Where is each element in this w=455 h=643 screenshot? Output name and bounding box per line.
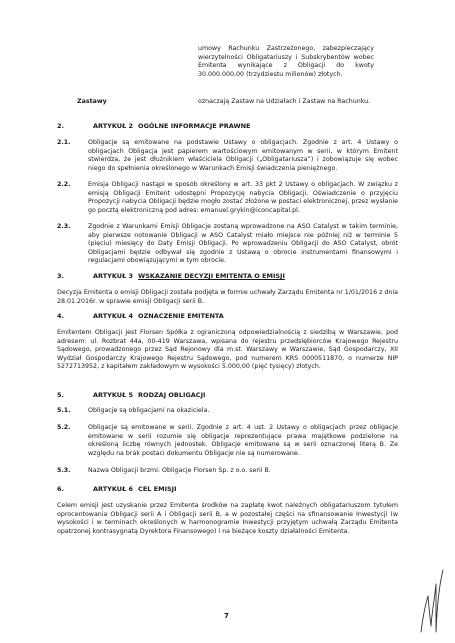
item-text: Obligacje są emitowane w serii. Zgodnie z art. 4 ust. 2 Ustawy o obligacjach przez obligacje emitowane w serii rozumie się obligacje reprezentujące prawa majątkowe podzielone na określoną liczbę równych jednostek. Obligacje emitowane są w serii oznaczonej literą B. Ze względu na brak postaci dokumentu Obligacje nie są numerowane. [88,424,398,457]
section-3-text: Decyzja Emitenta o emisji Obligacji została podjęta w formie uchwały Zarządu Emitenta nr 1/01/2016 z dnia 28.01.2016r. w sprawie emisji Obligacji serii B. [57,289,398,305]
section-2-number: 2. [57,122,64,130]
item-number: 5.1. [57,407,71,414]
section-5-heading [57,391,210,400]
item-number: 2.1. [57,139,71,146]
item-number: 2.2. [57,181,71,188]
section-4-number: 4. [57,312,64,320]
section-5-number: 5. [57,391,64,399]
item-text: Obligacje są obligacjami na okaziciela. [88,407,210,414]
item-number: 5.3. [57,467,71,474]
section-4-title: OZNACZENIE EMITENTA [138,312,224,320]
section-3-title: WSKAZANIE DECYZJI EMITENTA O EMISJI [138,272,285,280]
section-6-text: Celem emisji jest uzyskanie przez Emitenta środków na zapłatę kwot należnych obligatariuszom tytułem oprocentowania Obligacji serii A i Obligacji serii B, a w pozostałej części na sfinansowanie Inwestycji (w wysokości i w terminach określonych w harmonogramie Inwestycji przyjętym uchwałą Zarządu Emitenta opatrzonej kontrasygnatą Dyrektora Finansowego) i na bieżące koszty działalności Emitenta. [57,502,398,535]
section-6-heading [57,485,182,494]
intro-continuation: umowy Rachunku Zastrzeżonego, zabezpieczający wierzytelności Obligatariuszy i Subskrybentów wobec Emitenta wynikające z Obligacji do kwoty 30.000.000,00 (trzydziestu milionów) złotych. [198,45,374,78]
section-3-heading [57,272,290,281]
section-3-article: ARTYKUŁ 3 [93,272,134,280]
item-text: Nazwa Obligacji brzmi: Obligacje Florsen Sp. z o.o. serii B. [88,467,271,474]
section-4-article: ARTYKUŁ 4 [93,312,134,320]
section-2-title: OGÓLNE INFORMACJE PRAWNE [138,122,251,130]
section-4-text: Emitentem Obligacji jest Florsen Spółka z ograniczoną odpowiedzialnością z siedzibą w Warszawie, pod adresem: ul. Rozbrat 44a, 00-419 Warszawa, wpisana do rejestru przedsiębiorców Krajowego Rejestru Sądowego, prowadzonego przez Sąd Rejonowy dla m.st. Warszawy w Warszawie, Sąd Gospodarczy, XII Wydział Gospodarczy Krajowego Rejestru Sądowego, pod numerem KRS 0000511870, o numerze NIP 5272713952, z kapitałem zakładowym w wysokości 5.000,00 (pięć tysięcy) złotych. [57,329,398,371]
section-4-heading [57,312,229,321]
section-5-title: RODZAJ OBLIGACJI [138,391,206,399]
section-5-article: ARTYKUŁ 5 [93,391,134,399]
section-6-title: CEL EMISJI [138,485,177,493]
item-text: Zgodnie z Warunkami Emisji Obligacje zostaną wprowadzone na ASO Catalyst w takim terminie, aby pierwsze notowanie Obligacji w ASO Catalyst miało miejsce nie później niż w terminie 5 (pięciu) miesięcy do Daty Emisji Obligacji. Po wprowadzeniu Obligacji do ASO Catalyst, obrót Obligacjami będzie odbywał się zgodnie z Ustawą o obrocie instrumentami finansowymi i regulacjami obowiązującymi w tym obrocie. [88,223,398,265]
section-2-article: ARTYKUŁ 2 [93,122,134,130]
page-number: 7 [224,612,229,620]
item-text: Emisja Obligacji nastąpi w sposób określony w art. 33 pkt 2 Ustawy o obligacjach. W związku z emisją Obligacji Emitent udostępni Propozycję nabycia Obligacji. Oświadczenie o przyjęciu Propozycji nabycia Obligacji będzie mogło zostać złożone w postaci elektronicznej, przez wysłanie go pocztą elektroniczną pod adres: emanuel.grykin@iconcapital.pl. [88,181,398,214]
definition-value-zastawy: oznaczają Zastaw na Udziałach i Zastaw na Rachunku. [198,98,371,105]
section-3-number: 3. [57,272,64,280]
item-number: 5.2. [57,424,71,431]
section-6-article: ARTYKUŁ 6 [93,485,134,493]
section-2-heading [57,122,256,131]
signature-initials [418,566,444,634]
item-number: 2.3. [57,223,71,230]
section-6-number: 6. [57,485,64,493]
item-text: Obligacje są emitowane na podstawie Ustawy o obligacjach. Zgodnie z art. 4 Ustawy o obligacjach Obligacja jest papierem wartościowym emitowanym w serii, w którym Emitent stwierdza, że jest dłużnikiem właściciela Obligacji („Obligatariusza”) i zobowiązuje się wobec niego do spełnienia określonego w Warunkach Emisji świadczenia pieniężnego. [88,139,398,172]
definition-term-zastawy: Zastawy [77,98,107,105]
